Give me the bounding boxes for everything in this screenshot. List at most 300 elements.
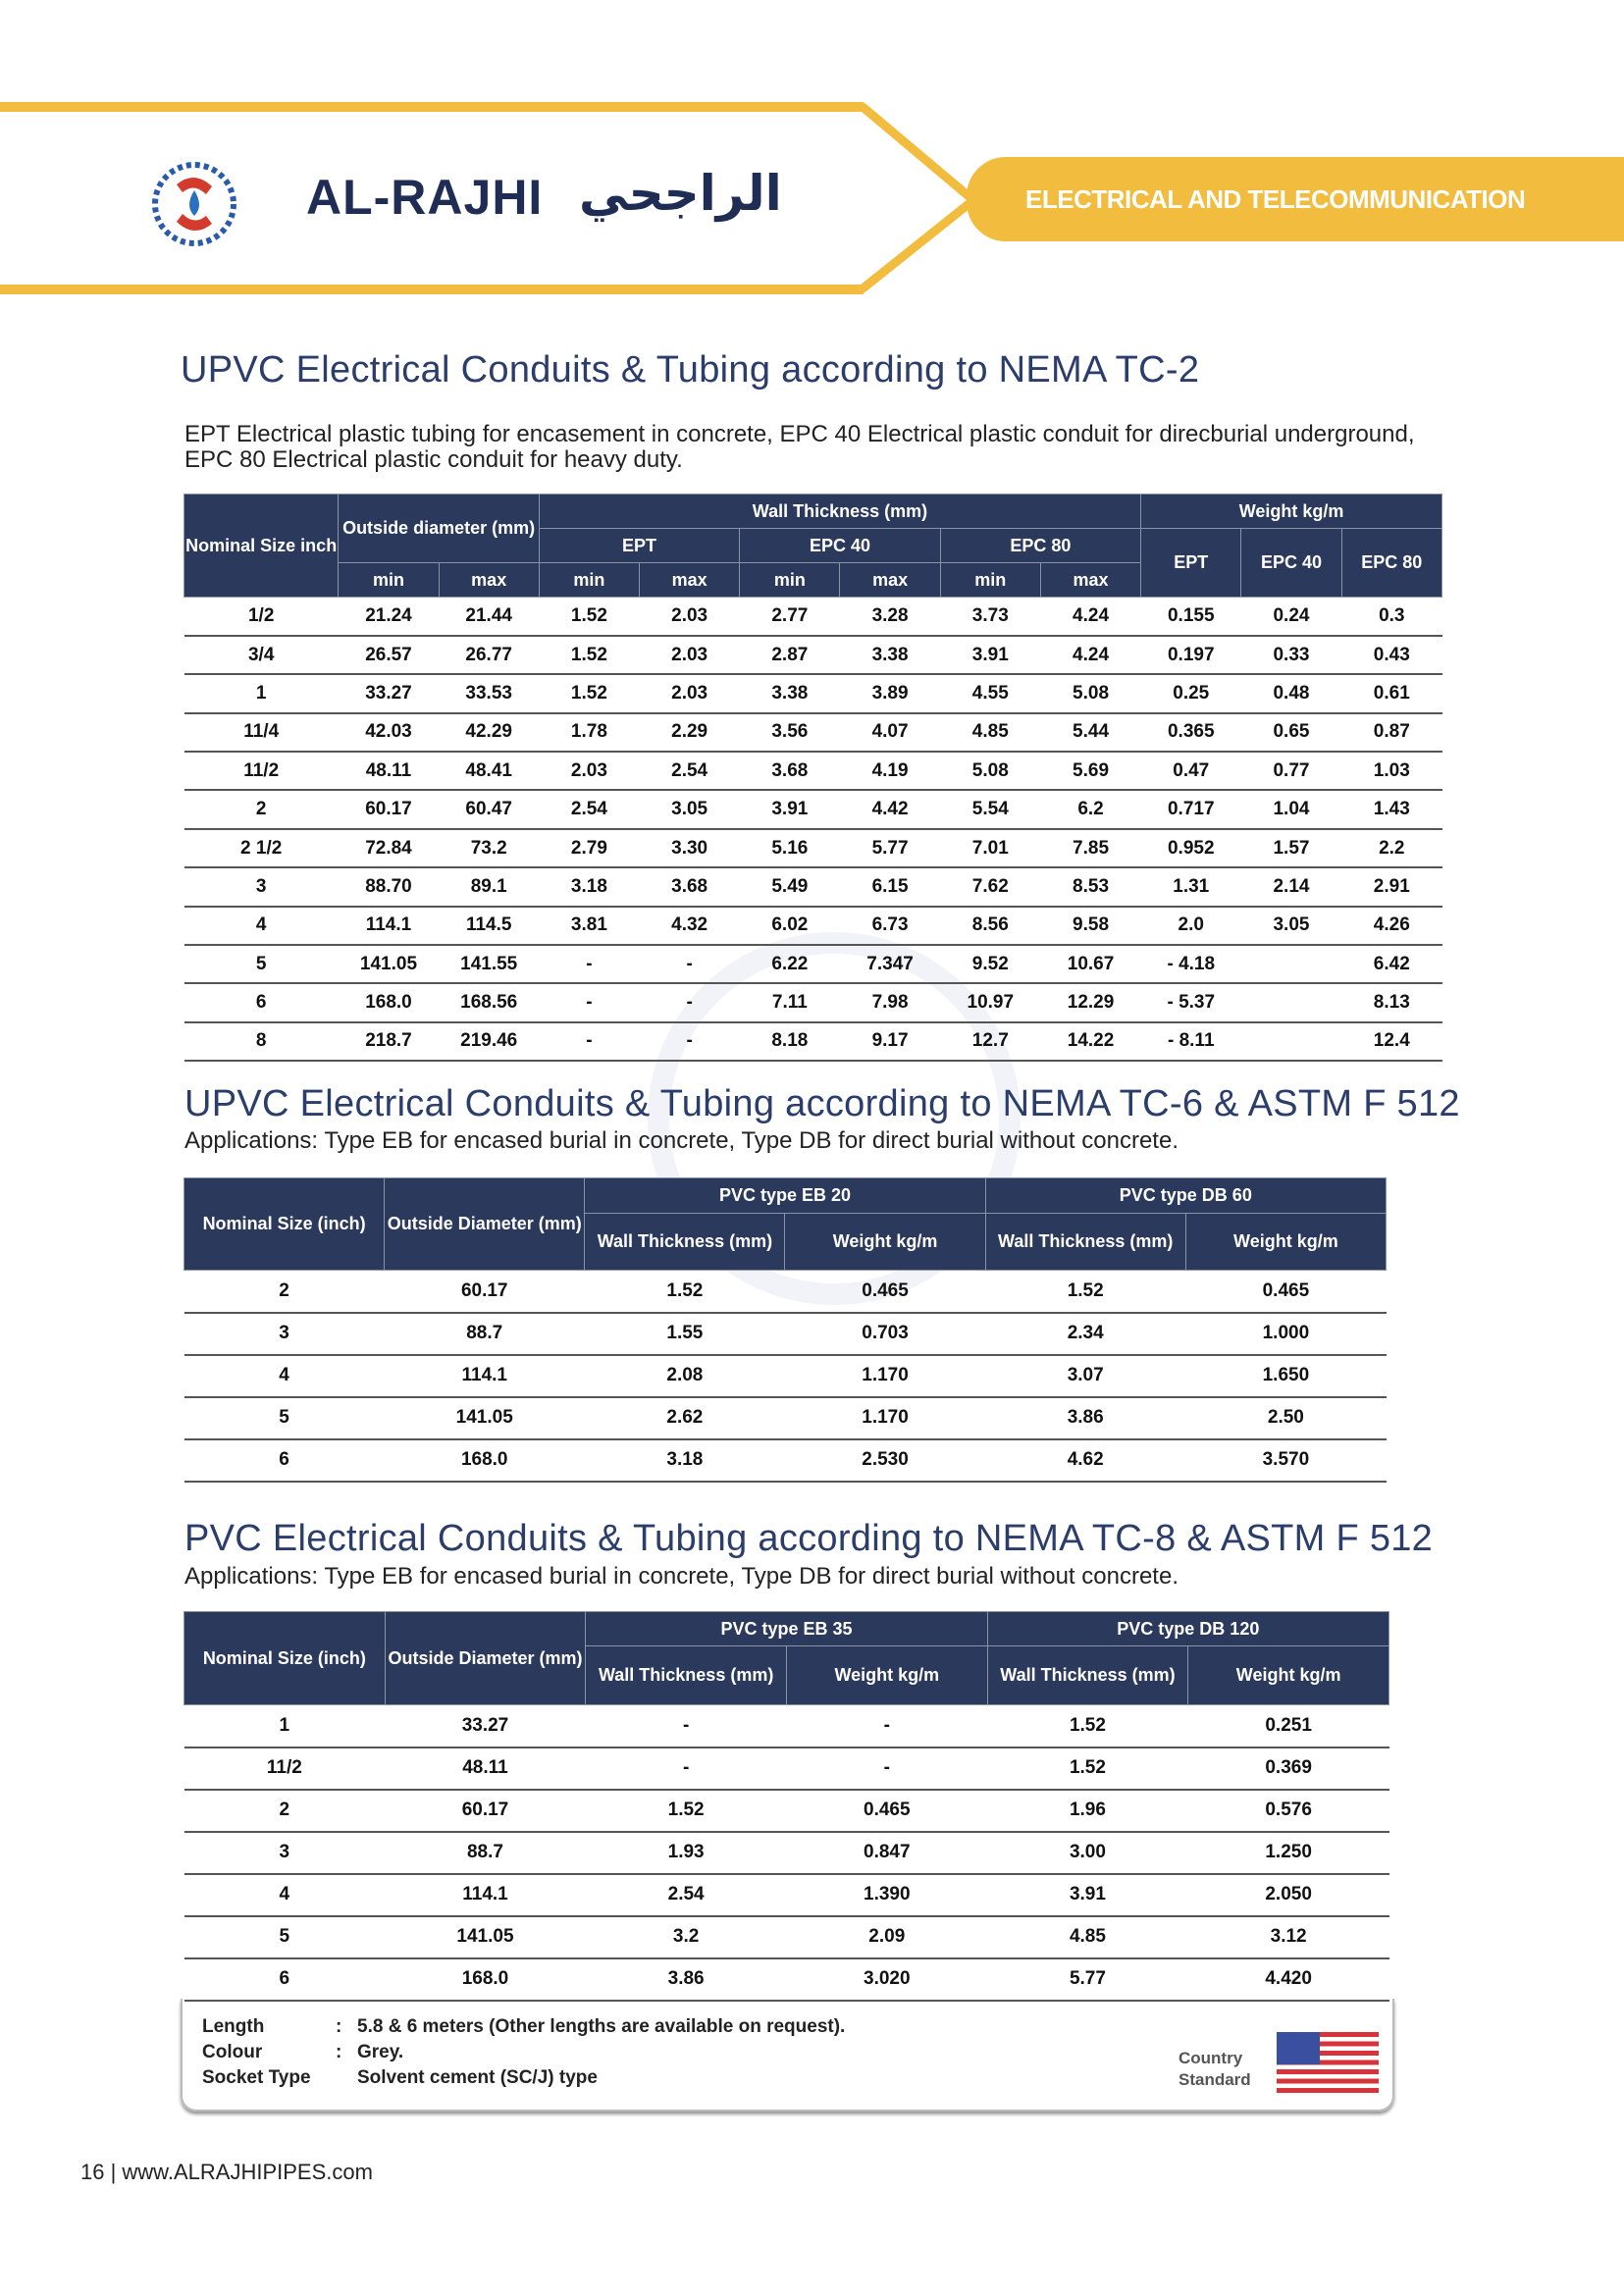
table-cell: - 4.18 xyxy=(1141,945,1241,983)
table-cell: - xyxy=(640,945,740,983)
specifications-box xyxy=(181,1999,1394,2112)
section2-title: UPVC Electrical Conduits & Tubing according to NEMA TC-6 & ASTM F 512 xyxy=(184,1083,1460,1124)
table-cell: - xyxy=(586,1747,787,1790)
table-cell: 0.24 xyxy=(1241,598,1341,636)
table-cell: 0.3 xyxy=(1341,598,1441,636)
section1-description: EPT Electrical plastic tubing for encasement in concrete, EPC 40 Electrical plastic conduit for direcburial underground, EPC 80 Electrical plastic conduit for heavy duty. xyxy=(184,421,1415,473)
table-cell: 1.52 xyxy=(539,636,639,674)
table-cell: 1.31 xyxy=(1141,867,1241,906)
table-cell: 2.91 xyxy=(1341,867,1441,906)
table-cell: 0.365 xyxy=(1141,713,1241,752)
table-cell: 12.29 xyxy=(1040,983,1140,1021)
table-cell: 1.250 xyxy=(1188,1832,1389,1874)
col-group-eb20: PVC type EB 20 xyxy=(585,1178,985,1214)
table-cell: 6.73 xyxy=(840,907,940,945)
table-cell: 5.49 xyxy=(740,867,840,906)
table-cell: 2.50 xyxy=(1185,1397,1386,1439)
table-cell: 2.54 xyxy=(539,790,639,828)
table-cell: 8 xyxy=(184,1022,339,1061)
table-cell: 6.42 xyxy=(1341,945,1441,983)
spec-label: Colour xyxy=(202,2042,263,2062)
section3-title: PVC Electrical Conduits & Tubing according to NEMA TC-8 & ASTM F 512 xyxy=(184,1518,1434,1559)
table-cell: 0.952 xyxy=(1141,829,1241,867)
table-cell: 4.24 xyxy=(1040,636,1140,674)
table-cell: 8.56 xyxy=(940,907,1040,945)
col-wall: Wall Thickness (mm) xyxy=(585,1214,785,1271)
table-cell: 1.52 xyxy=(987,1747,1188,1790)
table-cell: - xyxy=(786,1747,987,1790)
table-cell: 0.47 xyxy=(1141,752,1241,790)
table-cell: 0.197 xyxy=(1141,636,1241,674)
col-weight-ept: EPT xyxy=(1141,529,1241,598)
table-cell: - xyxy=(539,945,639,983)
table-cell: 6 xyxy=(184,983,339,1021)
table-cell: 33.27 xyxy=(339,674,439,712)
table-cell: 3.05 xyxy=(640,790,740,828)
col-wall: Wall Thickness (mm) xyxy=(985,1214,1185,1271)
table-cell: - xyxy=(539,1022,639,1061)
table-cell: 3.05 xyxy=(1241,907,1341,945)
table-cell: 73.2 xyxy=(439,829,539,867)
col-nominal: Nominal Size (inch) xyxy=(184,1612,386,1705)
table-row xyxy=(184,1832,1389,1874)
section3-description: Applications: Type EB for encased burial in concrete, Type DB for direct burial without concrete. xyxy=(184,1563,1179,1590)
col-weight-epc80: EPC 80 xyxy=(1341,529,1441,598)
table-cell: 168.0 xyxy=(385,1439,585,1482)
section2-description: Applications: Type EB for encased burial in concrete, Type DB for direct burial without concrete. xyxy=(184,1127,1179,1154)
table-cell: - xyxy=(640,983,740,1021)
table-cell: 1.170 xyxy=(785,1355,985,1397)
col-nominal: Nominal Size (inch) xyxy=(184,1178,385,1271)
table-cell: 3.38 xyxy=(740,674,840,712)
table-row xyxy=(184,790,1442,828)
table-cell: 6 xyxy=(184,1958,386,2001)
table-cell: 168.0 xyxy=(385,1958,586,2001)
table-row xyxy=(184,752,1442,790)
table-cell: 3.18 xyxy=(539,867,639,906)
table-cell: 33.27 xyxy=(385,1705,586,1747)
spec-sep: : xyxy=(336,2042,342,2062)
table-cell: 1.52 xyxy=(987,1705,1188,1747)
table-row xyxy=(184,1397,1387,1439)
spec-label: Socket Type xyxy=(202,2067,311,2088)
table-cell: 5.54 xyxy=(940,790,1040,828)
table-cell: 42.29 xyxy=(439,713,539,752)
table-cell: 1.390 xyxy=(786,1874,987,1916)
table-cell: 2.08 xyxy=(585,1355,785,1397)
table-row xyxy=(184,1022,1442,1061)
table-cell: 4.07 xyxy=(840,713,940,752)
col-weight: Weight kg/m xyxy=(1141,495,1442,529)
table-cell: 12.4 xyxy=(1341,1022,1441,1061)
table-cell: 5 xyxy=(184,1916,386,1958)
col-od: Outside diameter (mm) xyxy=(339,495,539,563)
table-cell: 10.97 xyxy=(940,983,1040,1021)
table-cell: 2 xyxy=(184,1271,385,1313)
table-cell: 48.41 xyxy=(439,752,539,790)
table-row xyxy=(184,1747,1389,1790)
category-label: ELECTRICAL AND TELECOMMUNICATION xyxy=(1025,183,1526,214)
table-cell: 141.05 xyxy=(339,945,439,983)
table-row xyxy=(184,1790,1389,1832)
table-cell: 3.91 xyxy=(940,636,1040,674)
table-cell: 1.52 xyxy=(985,1271,1185,1313)
table-cell: 1.55 xyxy=(585,1313,785,1355)
table-cell: - 8.11 xyxy=(1141,1022,1241,1061)
table-cell: 72.84 xyxy=(339,829,439,867)
table-cell: 3.86 xyxy=(985,1397,1185,1439)
col-weight: Weight kg/m xyxy=(1188,1646,1389,1705)
table-cell: 7.01 xyxy=(940,829,1040,867)
table-row xyxy=(184,907,1442,945)
spec-colour xyxy=(202,2042,403,2063)
table-cell: 4 xyxy=(184,1355,385,1397)
nema-tc6-table xyxy=(183,1177,1387,1483)
table-row xyxy=(184,1313,1387,1355)
table-row xyxy=(184,1271,1387,1313)
table-cell: 168.0 xyxy=(339,983,439,1021)
table-cell xyxy=(1241,983,1341,1021)
table-cell: 114.1 xyxy=(339,907,439,945)
table-cell: 3.89 xyxy=(840,674,940,712)
table-cell: 141.55 xyxy=(439,945,539,983)
table-cell: 6.15 xyxy=(840,867,940,906)
table-cell: 0.703 xyxy=(785,1313,985,1355)
table-cell: 3.570 xyxy=(1185,1439,1386,1482)
table-cell: 3.68 xyxy=(740,752,840,790)
table-cell: 2.03 xyxy=(640,636,740,674)
table-cell: 88.7 xyxy=(385,1832,586,1874)
table-row xyxy=(184,1705,1389,1747)
table-row xyxy=(184,598,1442,636)
table-cell: - xyxy=(539,983,639,1021)
table-cell: 3.68 xyxy=(640,867,740,906)
table-cell: 26.57 xyxy=(339,636,439,674)
table-cell: 0.77 xyxy=(1241,752,1341,790)
table-cell: 1.52 xyxy=(539,598,639,636)
us-flag-icon xyxy=(1277,2032,1379,2093)
table-cell: 4.85 xyxy=(940,713,1040,752)
table-cell: 3.07 xyxy=(985,1355,1185,1397)
table-cell: 1.57 xyxy=(1241,829,1341,867)
table-cell: 11/2 xyxy=(184,752,339,790)
col-group-db120: PVC type DB 120 xyxy=(987,1612,1388,1646)
col-wall: Wall Thickness (mm) xyxy=(539,495,1140,529)
table-cell: 60.47 xyxy=(439,790,539,828)
table-cell: 2.62 xyxy=(585,1397,785,1439)
table-cell: 60.17 xyxy=(385,1271,585,1313)
table-cell: 2 xyxy=(184,1790,386,1832)
table-cell: 3.00 xyxy=(987,1832,1188,1874)
table-cell: 3.28 xyxy=(840,598,940,636)
brand-name: AL-RAJHI xyxy=(306,170,544,225)
table-row xyxy=(184,1958,1389,2001)
table-row xyxy=(184,867,1442,906)
table-cell: 3.12 xyxy=(1188,1916,1389,1958)
table-cell: 1.43 xyxy=(1341,790,1441,828)
col-nominal: Nominal Size inch xyxy=(184,495,339,598)
table-cell: 3.91 xyxy=(987,1874,1188,1916)
col-group-db60: PVC type DB 60 xyxy=(985,1178,1386,1214)
table-cell: 0.43 xyxy=(1341,636,1441,674)
table-cell: 3.73 xyxy=(940,598,1040,636)
spec-value: Grey. xyxy=(357,2042,404,2062)
table-cell xyxy=(1241,1022,1341,1061)
table-row xyxy=(184,829,1442,867)
table-cell: 3 xyxy=(184,1832,386,1874)
table-cell: 4.55 xyxy=(940,674,1040,712)
table-cell: 2 1/2 xyxy=(184,829,339,867)
table-cell: 10.67 xyxy=(1040,945,1140,983)
table-cell: 3.91 xyxy=(740,790,840,828)
standard-label: Standard xyxy=(1179,2070,1251,2089)
table-cell: 3.020 xyxy=(786,1958,987,2001)
spec-value: Solvent cement (SC/J) type xyxy=(357,2067,598,2088)
table-cell: 5 xyxy=(184,1397,385,1439)
table-cell: 7.62 xyxy=(940,867,1040,906)
table-cell: 2.79 xyxy=(539,829,639,867)
table-cell: 3.86 xyxy=(586,1958,787,2001)
col-wall: Wall Thickness (mm) xyxy=(987,1646,1188,1705)
table-cell: 88.7 xyxy=(385,1313,585,1355)
table-cell: 4.85 xyxy=(987,1916,1188,1958)
table-cell: 114.1 xyxy=(385,1355,585,1397)
table-cell: 1.170 xyxy=(785,1397,985,1439)
table-cell: 3.30 xyxy=(640,829,740,867)
table-cell: 1 xyxy=(184,674,339,712)
table-cell: 114.5 xyxy=(439,907,539,945)
table-cell: 219.46 xyxy=(439,1022,539,1061)
table-cell: 2.03 xyxy=(539,752,639,790)
table-cell: 5.44 xyxy=(1040,713,1140,752)
col-group-eb35: PVC type EB 35 xyxy=(586,1612,987,1646)
table-cell: 48.11 xyxy=(339,752,439,790)
table-cell: 0.465 xyxy=(786,1790,987,1832)
table-cell: 1.52 xyxy=(539,674,639,712)
table-cell: 5.08 xyxy=(940,752,1040,790)
table-cell: 2.050 xyxy=(1188,1874,1389,1916)
table-cell: 2.77 xyxy=(740,598,840,636)
table-cell: 48.11 xyxy=(385,1747,586,1790)
brand-name-arabic: الراجحي xyxy=(579,165,782,222)
col-weight: Weight kg/m xyxy=(1185,1214,1386,1271)
table-cell: 0.465 xyxy=(785,1271,985,1313)
table-cell: - xyxy=(786,1705,987,1747)
table-cell: 0.155 xyxy=(1141,598,1241,636)
category-banner xyxy=(967,157,1624,241)
table-cell: 0.25 xyxy=(1141,674,1241,712)
col-weight-epc40: EPC 40 xyxy=(1241,529,1341,598)
table-cell: 6.22 xyxy=(740,945,840,983)
table-cell: 1.52 xyxy=(585,1271,785,1313)
table-row xyxy=(184,1439,1387,1482)
table-cell: 6.02 xyxy=(740,907,840,945)
nema-tc2-table xyxy=(183,494,1442,1062)
country-standard-label xyxy=(1179,2048,1251,2091)
table-cell: 11/2 xyxy=(184,1747,386,1790)
table-cell: 0.61 xyxy=(1341,674,1441,712)
table-cell: 4 xyxy=(184,907,339,945)
table-cell: 1/2 xyxy=(184,598,339,636)
table-cell: 2.09 xyxy=(786,1916,987,1958)
table-cell: 1.650 xyxy=(1185,1355,1386,1397)
table-cell: 3.2 xyxy=(586,1916,787,1958)
spec-socket xyxy=(202,2067,598,2089)
table-row xyxy=(184,713,1442,752)
table-cell: 3 xyxy=(184,1313,385,1355)
col-min: min xyxy=(940,563,1040,598)
table-cell: 7.11 xyxy=(740,983,840,1021)
table-cell: 3.81 xyxy=(539,907,639,945)
table-cell: 9.17 xyxy=(840,1022,940,1061)
table-cell: 1.03 xyxy=(1341,752,1441,790)
table-cell: 60.17 xyxy=(339,790,439,828)
table-cell: 1.93 xyxy=(586,1832,787,1874)
symbol-of-quality-logo xyxy=(137,155,251,251)
table-cell: 5.16 xyxy=(740,829,840,867)
col-min: min xyxy=(740,563,840,598)
table-cell: 8.53 xyxy=(1040,867,1140,906)
table-cell: 2 xyxy=(184,790,339,828)
table-cell: 2.29 xyxy=(640,713,740,752)
table-cell: - xyxy=(640,1022,740,1061)
table-cell: 7.98 xyxy=(840,983,940,1021)
table-cell: 2.0 xyxy=(1141,907,1241,945)
table-cell: 4.62 xyxy=(985,1439,1185,1482)
table-cell: 141.05 xyxy=(385,1397,585,1439)
col-wall-epc40: EPC 40 xyxy=(740,529,940,563)
col-weight: Weight kg/m xyxy=(785,1214,985,1271)
table-cell: 0.369 xyxy=(1188,1747,1389,1790)
table-cell: 2.530 xyxy=(785,1439,985,1482)
table-cell: 26.77 xyxy=(439,636,539,674)
table-cell: 1.04 xyxy=(1241,790,1341,828)
table-cell: 0.465 xyxy=(1185,1271,1386,1313)
col-weight: Weight kg/m xyxy=(786,1646,987,1705)
table-cell: 4.420 xyxy=(1188,1958,1389,2001)
table-cell: 9.52 xyxy=(940,945,1040,983)
table-cell: 0.847 xyxy=(786,1832,987,1874)
table-cell: 6.2 xyxy=(1040,790,1140,828)
table-cell: 4.26 xyxy=(1341,907,1441,945)
table-row xyxy=(184,945,1442,983)
page-footer: 16 | www.ALRAJHIPIPES.com xyxy=(80,2160,373,2184)
table-cell: 2.54 xyxy=(586,1874,787,1916)
table-cell: 5.77 xyxy=(987,1958,1188,2001)
table-cell: 168.56 xyxy=(439,983,539,1021)
nema-tc8-table xyxy=(183,1611,1389,2002)
table-cell: 5.69 xyxy=(1040,752,1140,790)
country-label: Country xyxy=(1179,2049,1243,2067)
table-cell: 9.58 xyxy=(1040,907,1140,945)
table-cell xyxy=(1241,945,1341,983)
col-min: min xyxy=(539,563,639,598)
table-cell: 88.70 xyxy=(339,867,439,906)
table-cell: 7.85 xyxy=(1040,829,1140,867)
table-cell: 2.03 xyxy=(640,598,740,636)
table-cell: 2.54 xyxy=(640,752,740,790)
table-cell: 3.18 xyxy=(585,1439,785,1482)
table-row xyxy=(184,674,1442,712)
col-wall-epc80: EPC 80 xyxy=(940,529,1140,563)
table-cell: 0.717 xyxy=(1141,790,1241,828)
table-cell: 2.34 xyxy=(985,1313,1185,1355)
spec-value: 5.8 & 6 meters (Other lengths are available on request). xyxy=(357,2016,846,2037)
table-cell: 2.2 xyxy=(1341,829,1441,867)
table-cell: 89.1 xyxy=(439,867,539,906)
table-cell: 1.78 xyxy=(539,713,639,752)
table-cell: 21.24 xyxy=(339,598,439,636)
table-cell: 2.14 xyxy=(1241,867,1341,906)
table-cell: 3.38 xyxy=(840,636,940,674)
table-row xyxy=(184,1874,1389,1916)
table-cell: 0.48 xyxy=(1241,674,1341,712)
col-wall: Wall Thickness (mm) xyxy=(586,1646,787,1705)
col-min: min xyxy=(339,563,439,598)
table-cell: 5.77 xyxy=(840,829,940,867)
table-row xyxy=(184,636,1442,674)
table-cell: 8.18 xyxy=(740,1022,840,1061)
table-cell: 4 xyxy=(184,1874,386,1916)
table-cell: 4.32 xyxy=(640,907,740,945)
table-cell: 141.05 xyxy=(385,1916,586,1958)
table-cell: 5 xyxy=(184,945,339,983)
col-od: Outside Diameter (mm) xyxy=(385,1612,586,1705)
spec-label: Length xyxy=(202,2016,265,2037)
table-row xyxy=(184,1916,1389,1958)
table-cell: 2.87 xyxy=(740,636,840,674)
table-cell: 3.56 xyxy=(740,713,840,752)
table-cell: 3/4 xyxy=(184,636,339,674)
table-cell: 2.03 xyxy=(640,674,740,712)
table-cell: 7.347 xyxy=(840,945,940,983)
table-cell: 42.03 xyxy=(339,713,439,752)
table-cell: 4.24 xyxy=(1040,598,1140,636)
table-cell: 8.13 xyxy=(1341,983,1441,1021)
table-cell: 11/4 xyxy=(184,713,339,752)
table-cell: - xyxy=(586,1705,787,1747)
spec-length xyxy=(202,2016,845,2038)
table-cell: 1 xyxy=(184,1705,386,1747)
table-cell: 60.17 xyxy=(385,1790,586,1832)
spec-sep: : xyxy=(336,2016,342,2037)
col-max: max xyxy=(439,563,539,598)
table-cell: 12.7 xyxy=(940,1022,1040,1061)
table-cell: - 5.37 xyxy=(1141,983,1241,1021)
col-od: Outside Diameter (mm) xyxy=(385,1178,585,1271)
table-cell: 5.08 xyxy=(1040,674,1140,712)
table-cell: 0.251 xyxy=(1188,1705,1389,1747)
table-cell: 21.44 xyxy=(439,598,539,636)
table-cell: 1.96 xyxy=(987,1790,1188,1832)
table-row xyxy=(184,983,1442,1021)
col-wall-ept: EPT xyxy=(539,529,739,563)
table-cell: 218.7 xyxy=(339,1022,439,1061)
table-cell: 33.53 xyxy=(439,674,539,712)
table-cell: 4.42 xyxy=(840,790,940,828)
table-cell: 0.33 xyxy=(1241,636,1341,674)
table-cell: 1.52 xyxy=(586,1790,787,1832)
col-max: max xyxy=(640,563,740,598)
table-cell: 14.22 xyxy=(1040,1022,1140,1061)
table-cell: 0.65 xyxy=(1241,713,1341,752)
table-row xyxy=(184,1355,1387,1397)
table-cell: 4.19 xyxy=(840,752,940,790)
table-cell: 0.87 xyxy=(1341,713,1441,752)
table-cell: 3 xyxy=(184,867,339,906)
table-cell: 1.000 xyxy=(1185,1313,1386,1355)
col-max: max xyxy=(840,563,940,598)
